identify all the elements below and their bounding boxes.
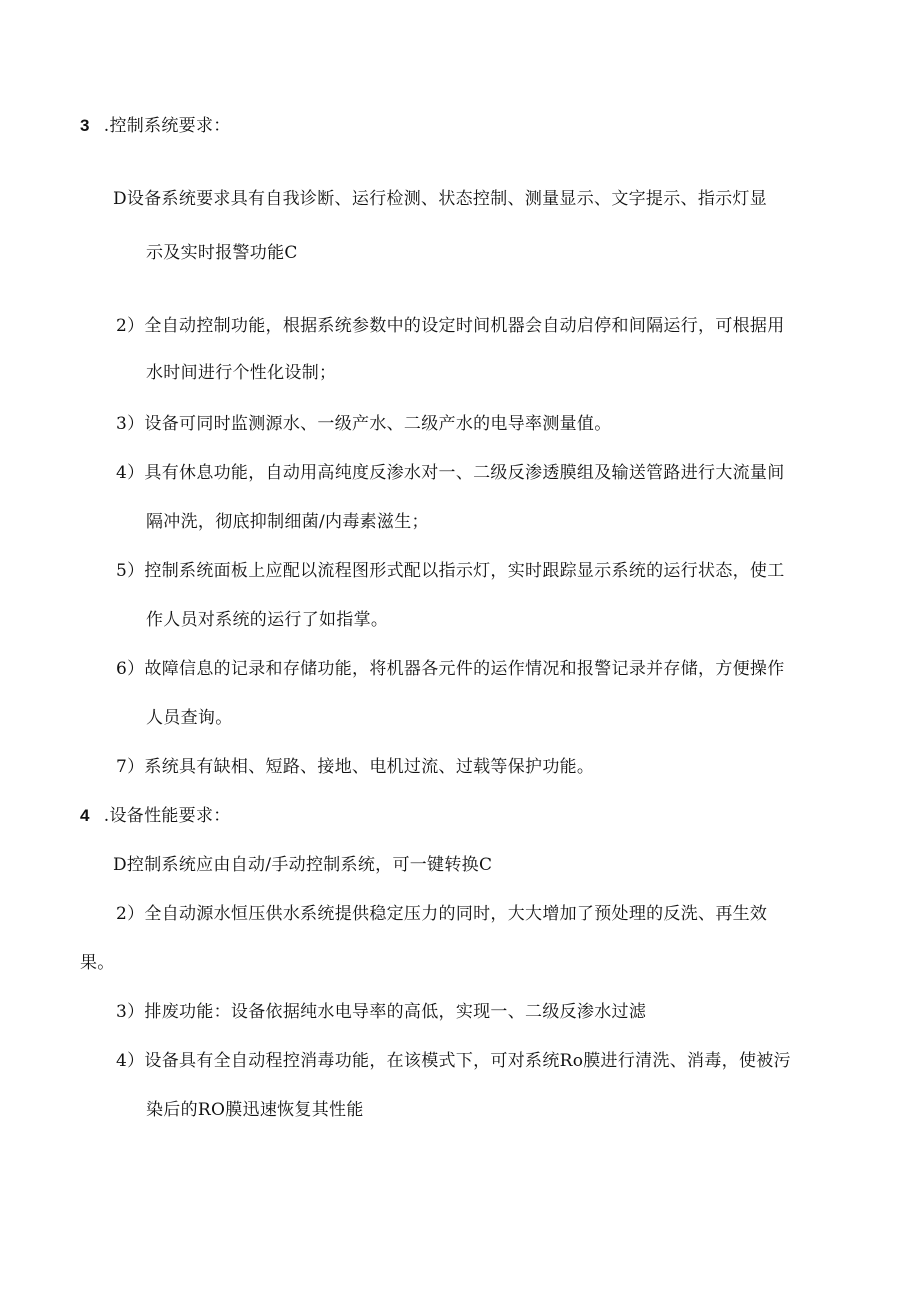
s4-item-4-line2: 染后的RO膜迅速恢复其性能 — [146, 1100, 364, 1120]
s3-item-5-line2: 作人员对系统的运行了如指掌。 — [146, 610, 389, 630]
s4-item-3-line1: 3）排废功能：设备依据纯水电导率的高低，实现一、二级反渗水过滤 — [116, 1002, 647, 1022]
s4-item-2-line1: 2）全自动源水恒压供水系统提供稳定压力的同时，大大增加了预处理的反洗、再生效 — [116, 904, 768, 924]
s3-item-6-line1: 6）故障信息的记录和存储功能，将机器各元件的运作情况和报警记录并存储，方便操作 — [116, 659, 785, 679]
section-4-number: 4 — [80, 806, 90, 825]
s3-item-4-line2: 隔冲洗，彻底抑制细菌/内毒素滋生； — [146, 512, 429, 532]
section-3-number: 3 — [80, 116, 90, 135]
s3-item-1-line1: D设备系统要求具有自我诊断、运行检测、状态控制、测量显示、文字提示、指示灯显 — [113, 189, 768, 209]
s3-item-3-line1: 3）设备可同时监测源水、一级产水、二级产水的电导率测量值。 — [116, 414, 612, 434]
s3-item-7-line1: 7）系统具有缺相、短路、接地、电机过流、过载等保护功能。 — [116, 757, 595, 777]
s3-item-5-line1: 5）控制系统面板上应配以流程图形式配以指示灯，实时跟踪显示系统的运行状态，使工 — [116, 561, 785, 581]
section-3-title: .控制系统要求： — [103, 116, 231, 136]
s3-item-4-line1: 4）具有休息功能，自动用高纯度反渗水对一、二级反渗透膜组及输送管路进行大流量间 — [116, 463, 785, 483]
s3-item-6-line2: 人员查询。 — [146, 708, 233, 728]
s3-item-2-line2: 水时间进行个性化设制； — [146, 363, 337, 383]
section-4-heading — [80, 805, 231, 827]
section-3-heading — [80, 115, 231, 137]
s4-item-1-line1: D控制系统应由自动/手动控制系统，可一键转换C — [113, 855, 493, 875]
section-4-title: .设备性能要求： — [103, 806, 231, 826]
s4-item-2-line2: 果。 — [80, 953, 115, 973]
s3-item-1-line2: 示及实时报警功能C — [146, 243, 298, 263]
s3-item-2-line1: 2）全自动控制功能，根据系统参数中的设定时间机器会自动启停和间隔运行，可根据用 — [116, 316, 785, 336]
s4-item-4-line1: 4）设备具有全自动程控消毒功能，在该模式下，可对系统Ro膜进行清洗、消毒，使被污 — [116, 1051, 791, 1071]
